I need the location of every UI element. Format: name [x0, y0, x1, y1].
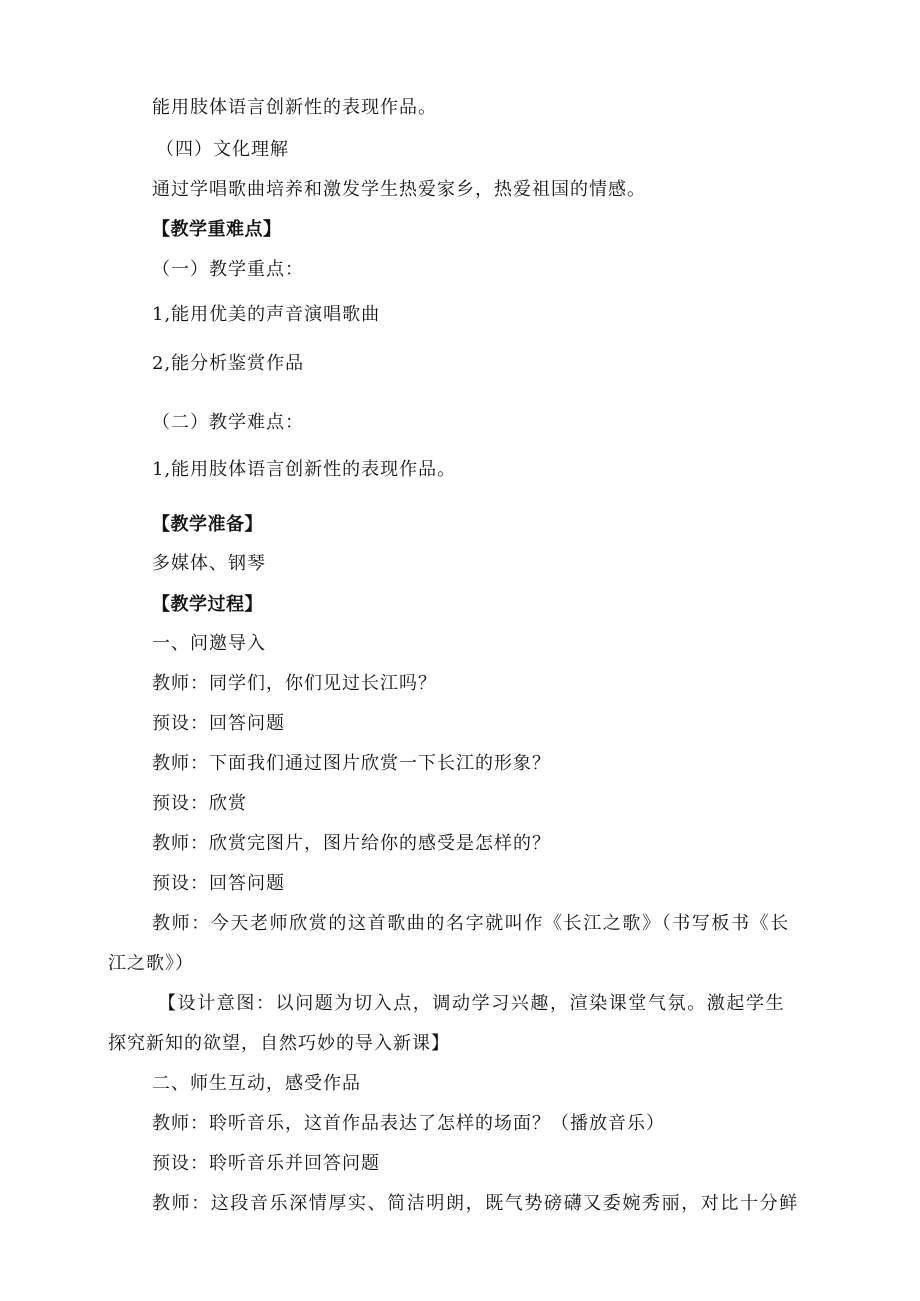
text-line: 能用肢体语言创新性的表现作品。: [152, 97, 437, 118]
dialogue-line: 预设：回答问题: [152, 873, 285, 894]
dialogue-line: 教师：下面我们通过图片欣赏一下长江的形象？: [152, 753, 551, 774]
dialogue-line: 预设：回答问题: [152, 713, 285, 734]
dialogue-line: 教师：欣赏完图片，图片给你的感受是怎样的？: [152, 833, 551, 854]
section-heading: 二、师生互动，感受作品: [152, 1073, 361, 1094]
text-line: 多媒体、钢琴: [152, 553, 266, 574]
dialogue-line: 预设：聆听音乐并回答问题: [152, 1153, 380, 1174]
section-heading: （四）文化理解: [156, 139, 289, 160]
design-intent-note: 【设计意图：以问题为切入点，调动学习兴趣，渲染课堂气氛。激起学生: [158, 993, 786, 1014]
bracket-heading: 【教学过程】: [152, 594, 263, 615]
bracket-heading: 【教学准备】: [152, 514, 263, 535]
list-item: 2,能分析鉴赏作品: [152, 353, 305, 374]
dialogue-line: 预设：欣赏: [152, 793, 247, 814]
dialogue-line-continued: 江之歌》）: [108, 953, 194, 974]
subsection-heading: （二）教学难点：: [152, 412, 304, 433]
section-heading: 一、问邀导入: [152, 633, 266, 654]
list-item: 1,能用优美的声音演唱歌曲: [152, 304, 381, 325]
dialogue-line: 教师：聆听音乐，这首作品表达了怎样的场面？（播放音乐）: [152, 1113, 665, 1134]
dialogue-line: 教师：今天老师欣赏的这首歌曲的名字就叫作《长江之歌》（书写板书《长: [152, 913, 790, 934]
design-intent-note-continued: 探究新知的欲望，自然巧妙的导入新课】: [108, 1033, 450, 1054]
list-item: 1,能用肢体语言创新性的表现作品。: [152, 459, 457, 480]
bracket-heading: 【教学重难点】: [152, 219, 282, 240]
dialogue-line: 教师：这段音乐深情厚实、简洁明朗，既气势磅礴又委婉秀丽，对比十分鲜: [152, 1193, 799, 1214]
dialogue-line: 教师：同学们，你们见过长江吗？: [152, 673, 437, 694]
subsection-heading: （一）教学重点：: [152, 259, 304, 280]
text-line: 通过学唱歌曲培养和激发学生热爱家乡，热爱祖国的情感。: [152, 179, 646, 200]
